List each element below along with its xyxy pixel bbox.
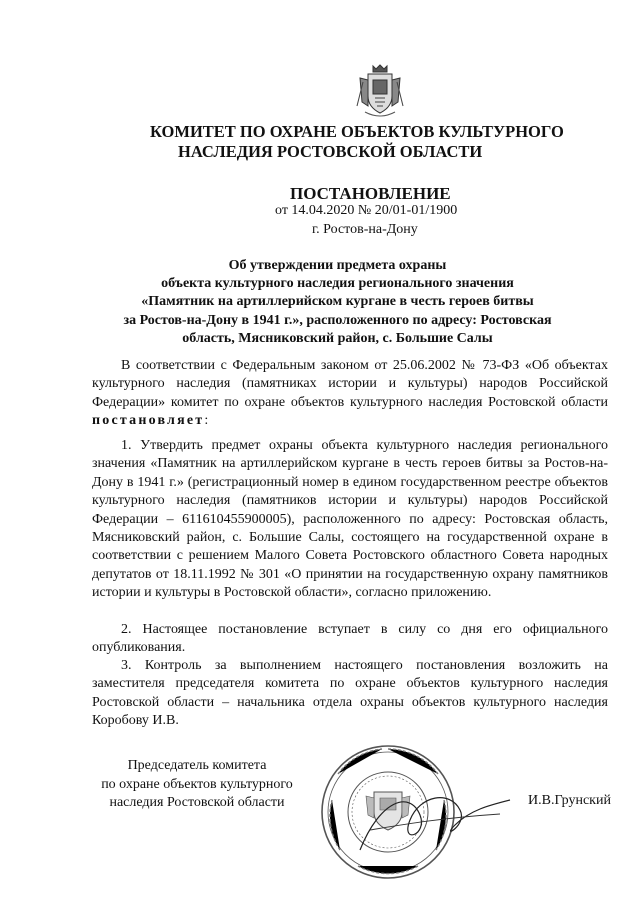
title-line: область, Мясниковский район, с. Большие Салы xyxy=(182,330,493,346)
document-number-date: от 14.04.2020 № 20/01-01/1900 xyxy=(275,203,458,218)
position-line: по охране объектов культурного xyxy=(101,776,293,792)
document-type: ПОСТАНОВЛЕНИЕ xyxy=(290,184,451,203)
organization-name-line-1: КОМИТЕТ ПО ОХРАНЕ ОБЪЕКТОВ КУЛЬТУРНОГО xyxy=(150,122,564,141)
title-line: объекта культурного наследия регионального значения xyxy=(161,276,514,292)
item-2-paragraph xyxy=(92,621,608,658)
title-line: «Памятник на артиллерийском кургане в честь героев битвы xyxy=(141,294,534,310)
signature-position xyxy=(92,757,302,813)
title-line: Об утверждении предмета охраны xyxy=(228,258,447,273)
position-line: Председатель комитета xyxy=(127,758,267,773)
document-title xyxy=(100,257,575,348)
item-3-text: 3. Контроль за выполнением настоящего постановления возложить на заместителя председателя комитета по охране объектов культурного наследия Ростовской области – начальника отдела охраны объектов культурного наследия Коробову И.В. xyxy=(92,658,608,729)
title-line: за Ростов-на-Дону в 1941 г.», расположенного по адресу: Ростовская xyxy=(123,312,552,328)
item-1-paragraph xyxy=(92,437,608,603)
preamble-end: : xyxy=(204,413,209,429)
item-2-text: 2. Настоящее постановление вступает в силу со дня его официального опубликования. xyxy=(92,622,608,656)
organization-name-line-2: НАСЛЕДИЯ РОСТОВСКОЙ ОБЛАСТИ xyxy=(178,142,483,161)
coat-of-arms-emblem xyxy=(355,62,405,120)
item-1-text: 1. Утвердить предмет охраны объекта культурного наследия регионального значения «Памятник на артиллерийском кургане в честь героев битвы за Ростов-на-Дону в 1941 г.» (регистрационный номер в едином государственном реестре объектов культурного наследия (памятников истории и культуры) народов Российской Федерации – 611610455900005), расположенного по адресу: Ростовская область, Мясниковский район, с. Большие Салы, состоящего на государственной охране в соответствии с решением Малого Совета Ростовского областного Совета народных депутатов от 18.11.1992 № 301 «О принятии на государственную охрану памятников истории и культуры в Ростовской области», согласно приложению. xyxy=(92,438,608,601)
preamble-emphasis: постановляет xyxy=(92,413,205,429)
document-city: г. Ростов-на-Дону xyxy=(312,222,418,237)
handwritten-signature xyxy=(340,770,520,880)
position-line: наследия Ростовской области xyxy=(109,795,285,810)
signer-name: И.В.Грунский xyxy=(528,793,611,808)
organization-name xyxy=(150,122,600,162)
preamble-paragraph xyxy=(92,357,608,431)
item-3-paragraph xyxy=(92,657,608,731)
preamble-text: В соответствии с Федеральным законом от 25.06.2002 № 73-ФЗ «Об объектах культурного наследия (памятниках истории и культуры) народов Российской Федерации» комитет по охране объектов культурного наследия Ростовской области xyxy=(92,358,608,410)
